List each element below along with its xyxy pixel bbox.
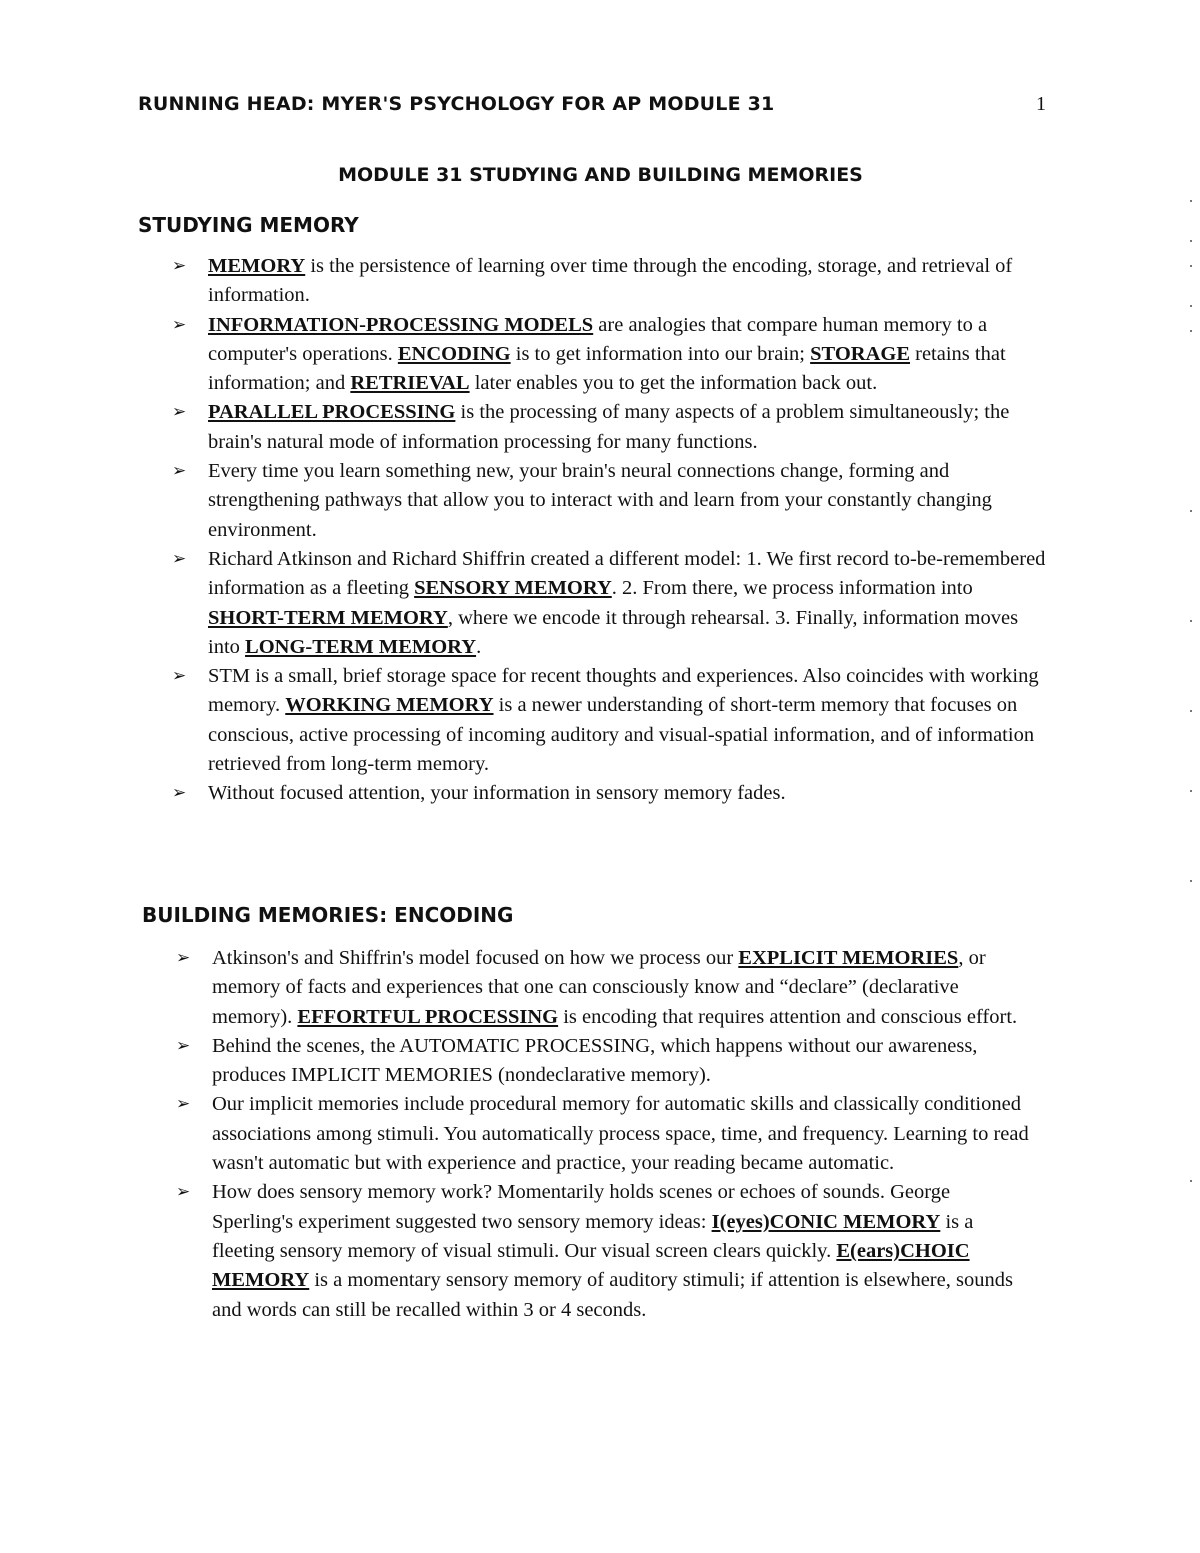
document-title-text: MODULE 31 STUDYING AND BUILDING MEMORIES [338,164,863,186]
page-number: 1 [1036,93,1046,115]
bullet-item [172,457,1052,545]
arrow-bullet-icon: ➢ [172,461,187,482]
arrow-bullet-icon: ➢ [172,783,187,804]
bullet-text: are analogies that compare human memory to a computer's operations. [208,313,988,365]
bullet-text: is a newer understanding of short-term memory that focuses on conscious, active processing of incoming auditory and visual-spatial information, and of information retrieved from long-term memory. [208,694,1035,776]
bullet-text: is the processing of many aspects of a problem simultaneously; the brain's natural mode of information processing for many functions. [208,401,1010,453]
bullet-text: Every time you learn something new, your brain's neural connections change, forming and strengthening pathways that allow you to interact with and learn from your constantly changing environment. [208,460,992,541]
bullet-item [176,1090,1036,1178]
bullet-text: How does sensory memory work? Momentarily holds scenes or echoes of sounds. George Sperling's experiment suggested two sensory memory ideas: [212,1181,951,1233]
bullet-item [172,311,1052,399]
bullet-text: Our implicit memories include procedural memory for automatic skills and classically conditioned associations among stimuli. You automatically process space, time, and frequency. Learning to read wasn't automatic but with experience and practice, your reading became automatic. [212,1093,1029,1175]
bullet-text: is to get information into our brain; [510,342,811,365]
key-term: WORKING MEMORY [285,694,494,717]
key-term: E(ears)CHOIC MEMORY [212,1239,970,1292]
scan-mark [1190,200,1192,202]
bullet-text: Behind the scenes, the AUTOMATIC PROCESSING, which happens without our awareness, produces IMPLICIT MEMORIES (nondeclarative memory). [212,1034,978,1087]
bullet-text: retains that information; and [208,342,1006,395]
scan-mark [1190,510,1192,512]
bullet-text: Atkinson's and Shiffrin's model focused on how we process our [212,947,739,969]
bullet-text: Richard Atkinson and Richard Shiffrin created a different model: 1. We first record to-be-remembered information as a fleeting [208,547,1046,600]
bullet-item [172,662,1052,779]
scan-mark [1190,710,1192,712]
bullet-text: is a momentary sensory memory of auditory stimuli; if attention is elsewhere, sounds and words can still be recalled within 3 or 4 seconds. [212,1269,1013,1321]
bullet-text: . 2. From there, we process information into [611,577,973,600]
bullet-text: STM is a small, brief storage space for recent thoughts and experiences. Also coincides with working memory. [208,665,1039,717]
scan-mark [1190,880,1192,882]
bullet-list-building-memories [176,944,1036,1325]
scan-mark [1190,265,1192,267]
scan-mark [1190,790,1192,792]
key-term: MEMORY [208,255,306,277]
scan-mark [1190,330,1192,332]
bullet-text: Without focused attention, your information in sensory memory fades. [208,782,786,805]
bullet-item [172,545,1052,662]
document-title [0,164,1200,186]
key-term: PARALLEL PROCESSING [208,401,456,424]
bullet-text: is the persistence of learning over time through the encoding, storage, and retrieval of information. [208,255,1013,307]
arrow-bullet-icon: ➢ [172,548,187,569]
key-term: STORAGE [810,342,910,365]
arrow-bullet-icon: ➢ [172,256,187,276]
key-term: ENCODING [397,342,511,365]
scan-mark [1190,1180,1192,1182]
key-term: I(eyes)CONIC MEMORY [711,1210,941,1233]
arrow-bullet-icon: ➢ [176,1094,191,1115]
bullet-list-studying-memory [172,252,1052,809]
scan-mark [1190,620,1192,622]
arrow-bullet-icon: ➢ [176,1182,191,1203]
arrow-bullet-icon: ➢ [172,314,187,335]
bullet-text: , where we encode it through rehearsal. 3. Finally, information moves into [208,606,1019,658]
key-term: EFFORTFUL PROCESSING [297,1005,559,1028]
scan-mark [1190,240,1192,242]
bullet-text: . [476,635,482,658]
section-heading-building-memories: BUILDING MEMORIES: ENCODING [142,903,514,927]
arrow-bullet-icon: ➢ [172,666,187,687]
key-term: SHORT-TERM MEMORY [208,606,448,629]
bullet-item [176,1032,1036,1091]
key-term: SENSORY MEMORY [414,577,612,600]
bullet-item [172,252,1052,311]
bullet-item [172,398,1052,457]
bullet-text: is a fleeting sensory memory of visual stimuli. Our visual screen clears quickly. [212,1210,974,1262]
arrow-bullet-icon: ➢ [176,948,191,968]
bullet-text: , or memory of facts and experiences that one can consciously know and “declare” (declarative memory). [212,947,986,1028]
key-term: INFORMATION-PROCESSING MODELS [208,313,594,336]
key-term: RETRIEVAL [350,372,470,395]
running-head: RUNNING HEAD: MYER'S PSYCHOLOGY FOR AP MODULE 31 [138,93,775,115]
bullet-text: is encoding that requires attention and conscious effort. [558,1005,1018,1028]
bullet-item [176,1178,1036,1324]
bullet-item [172,779,1052,808]
bullet-text: later enables you to get the information back out. [469,372,878,395]
scan-mark [1190,305,1192,307]
arrow-bullet-icon: ➢ [172,402,187,423]
section-heading-studying-memory: STUDYING MEMORY [138,213,359,237]
key-term: EXPLICIT MEMORIES [738,947,959,969]
key-term: LONG-TERM MEMORY [245,635,477,658]
bullet-item [176,944,1036,1032]
arrow-bullet-icon: ➢ [176,1035,191,1056]
